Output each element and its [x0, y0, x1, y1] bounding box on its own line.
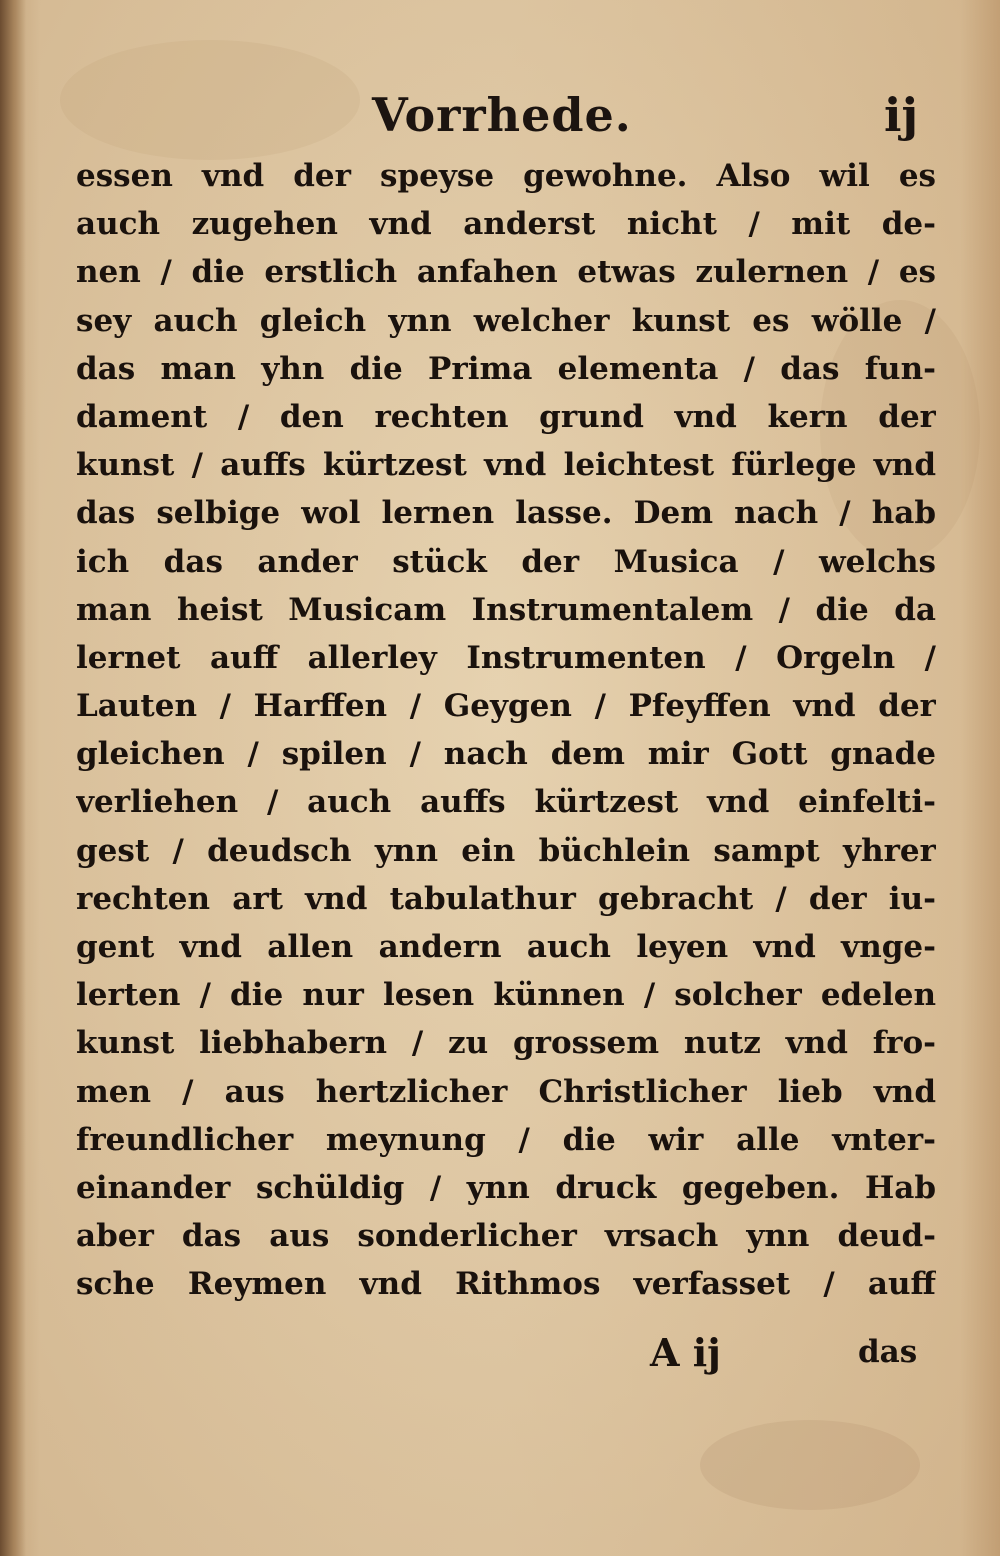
- text-line: gest / deudsch ynn ein büchlein sampt yhrer: [76, 832, 936, 869]
- text-line: gent vnd allen andern auch leyen vnd vnge-: [76, 929, 936, 965]
- text-line: gleichen / spilen / nach dem mir Gott gnade: [76, 736, 936, 773]
- text-line: lerten / die nur lesen künnen / solcher edelen: [76, 977, 936, 1014]
- signature-mark: A ij: [650, 1330, 721, 1375]
- text-line: auch zugehen vnd anderst nicht / mit de-: [76, 206, 936, 243]
- page-footer: [0, 1330, 1000, 1390]
- text-line: einander schüldig / ynn druck gegeben. Hab: [76, 1169, 936, 1206]
- text-line: sey auch gleich ynn welcher kunst es wölle /: [76, 302, 936, 339]
- text-line: aber das aus sonderlicher vrsach ynn deud-: [76, 1218, 936, 1255]
- text-line: freundlicher meynung / die wir alle vnter-: [76, 1121, 936, 1158]
- text-line: man heist Musicam Instrumentalem / die da: [76, 591, 936, 628]
- text-line: essen vnd der speyse gewohne. Also wil es: [76, 158, 936, 194]
- page-header: [0, 88, 1000, 158]
- catchword: das: [858, 1334, 918, 1370]
- text-line: kunst / auffs kürtzest vnd leichtest fürlege vnd: [76, 447, 936, 484]
- text-line: Lauten / Harffen / Geygen / Pfeyffen vnd der: [76, 688, 936, 725]
- text-line: das selbige wol lernen lasse. Dem nach / hab: [76, 495, 936, 532]
- running-title: Vorrhede.: [372, 88, 632, 142]
- text-line: sche Reymen vnd Rithmos verfasset / auff: [76, 1266, 936, 1303]
- text-line: ich das ander stück der Musica / welchs: [76, 543, 936, 580]
- header-signature: ij: [884, 88, 919, 142]
- text-line: das man yhn die Prima elementa / das fun-: [76, 350, 936, 387]
- text-line: lernet auff allerley Instrumenten / Orgeln /: [76, 639, 936, 676]
- text-line: verliehen / auch auffs kürtzest vnd einfelti-: [76, 784, 936, 821]
- text-line: nen / die erstlich anfahen etwas zulernen / es: [76, 254, 936, 291]
- text-line: kunst liebhabern / zu grossem nutz vnd fro-: [76, 1025, 936, 1062]
- page-gutter: [0, 0, 26, 1556]
- body-text: [76, 152, 936, 1309]
- text-line: men / aus hertzlicher Christlicher lieb vnd: [76, 1073, 936, 1110]
- text-line: rechten art vnd tabulathur gebracht / der iu-: [76, 880, 936, 917]
- text-line: dament / den rechten grund vnd kern der: [76, 398, 936, 435]
- paper-stain: [700, 1420, 920, 1510]
